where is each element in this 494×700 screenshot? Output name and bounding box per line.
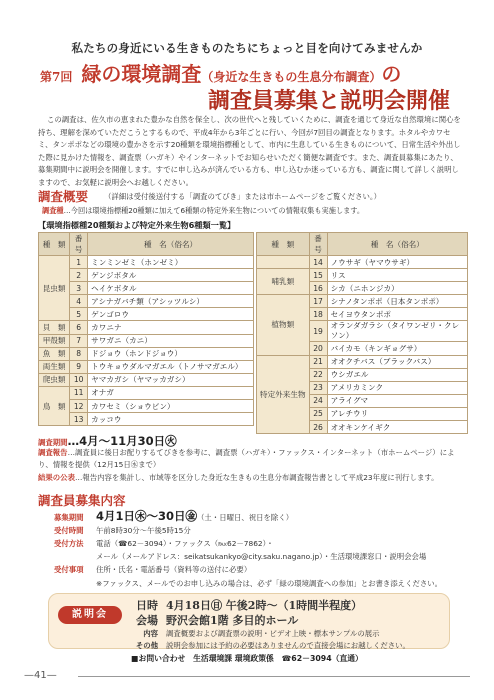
species-name: ヤマカガシ（ヤマッカガシ） xyxy=(88,373,254,386)
seminar-datetime-text: 4月18日㊐ 午後2時～（1時間半程度） xyxy=(166,599,363,612)
col-header-name: 種 名（俗名） xyxy=(88,233,254,256)
species-name: リス xyxy=(327,269,467,282)
recruit-items-label: 受付事項 xyxy=(54,565,84,574)
species-number: 18 xyxy=(309,308,327,321)
seminar-content-text: 調査概要および調査票の説明・ビデオ上映・標本サンプルの展示 xyxy=(166,629,380,638)
species-name: ウシガエル xyxy=(327,368,467,381)
species-name: ミンミンゼミ（ホンゼミ） xyxy=(88,256,254,269)
table-row xyxy=(257,269,468,282)
species-name: ドジョウ（ホンドジョウ） xyxy=(88,347,254,360)
species-number: 22 xyxy=(309,368,327,381)
title-subtitle: （身近な生きもの生息分布調査） xyxy=(201,70,382,84)
results-announcement xyxy=(38,472,439,483)
table-row xyxy=(257,256,468,269)
species-name: カッコウ xyxy=(88,413,254,426)
recruit-heading: 調査員募集内容 xyxy=(38,493,126,508)
recruit-method-cont xyxy=(54,551,426,562)
species-number: 9 xyxy=(70,360,88,373)
table-row xyxy=(39,334,254,347)
species-table-right xyxy=(256,232,468,434)
species-name: セイヨウタンポポ xyxy=(327,308,467,321)
recruit-hours-text: 午前8時30分～午後5時15分 xyxy=(96,526,191,535)
species-number: 1 xyxy=(70,256,88,269)
species-number: 24 xyxy=(309,394,327,407)
species-name: オオクチバス（ブラックバス） xyxy=(327,355,467,368)
survey-period-value: …4月～11月30日㊋ xyxy=(67,434,177,448)
species-name: アメリカミンク xyxy=(327,381,467,394)
species-category: 植物類 xyxy=(257,295,310,355)
species-name: オランダガラシ（タイワンゼリ・クレソン） xyxy=(327,321,467,342)
species-category: 爬虫類 xyxy=(39,373,70,386)
seminar-other-label: その他 xyxy=(135,641,158,650)
table-row xyxy=(39,321,254,334)
overview-note: （詳細は受付後送付する「調査のてびき」または市ホームページをご覧ください。） xyxy=(104,192,381,201)
species-number: 12 xyxy=(70,400,88,413)
col-header-category: 種 類 xyxy=(39,233,70,256)
species-number: 10 xyxy=(70,373,88,386)
species-name: シナノタンポポ（日本タンポポ） xyxy=(327,295,467,308)
species-number: 5 xyxy=(70,308,88,321)
species-number: 21 xyxy=(309,355,327,368)
table-row xyxy=(39,413,254,426)
species-category: 特定外来生物 xyxy=(257,355,310,434)
col-header-number: 番号 xyxy=(309,233,327,256)
recruit-method xyxy=(54,538,274,549)
species-category: 昆虫類 xyxy=(39,256,70,321)
species-name: オオキンケイギク xyxy=(327,421,467,434)
species-number: 17 xyxy=(309,295,327,308)
species-number: 13 xyxy=(70,413,88,426)
contact-info: ■お問い合わせ 生活環境課 環境政策係 ☎62－3094（直通） xyxy=(131,654,363,663)
table-row xyxy=(39,360,254,373)
species-name: トウキョウダルマガエル（トノサマガエル） xyxy=(88,360,254,373)
table-row xyxy=(39,308,254,321)
species-name: ノウサギ（ヤマウサギ） xyxy=(327,256,467,269)
recruit-note xyxy=(54,578,442,589)
species-number: 2 xyxy=(70,269,88,282)
recruit-period-value: 4月1日㊍～30日㊎ xyxy=(96,509,198,523)
table-row xyxy=(39,295,254,308)
species-name: アライグマ xyxy=(327,394,467,407)
species-table-caption: 【環境指標種20種類および特定外来生物6種類一覧】 xyxy=(38,220,236,230)
col-header-category: 種 類 xyxy=(257,233,310,256)
table-row xyxy=(39,282,254,295)
species-category: 鳥 類 xyxy=(39,386,70,425)
recruit-hours-label: 受付時間 xyxy=(54,526,84,535)
seminar-venue xyxy=(128,612,298,628)
recruit-method-label: 受付方法 xyxy=(54,539,84,548)
species-category xyxy=(257,256,310,269)
results-announcement-text: …報告内容を集計し、市域等を区分した身近な生きもの生息分布調査報告書として平成23年度に刊行します。 xyxy=(74,473,439,482)
overview-heading: 調査概要 xyxy=(38,189,89,204)
title-main-1: 緑の環境調査 xyxy=(81,62,202,86)
recruit-period xyxy=(54,508,293,524)
issue-number: 第7回 xyxy=(40,70,73,84)
species-name: アシナガバチ類（アシッツルシ） xyxy=(88,295,254,308)
seminar-other xyxy=(128,640,410,651)
survey-species-text: …今回は環境指標種20種類に加えて6種類の特定外来生物についての情報収集も実施します。 xyxy=(63,206,365,215)
survey-report-text: …調査員に後日お配りするてびきを参考に、調査票（ハガキ）・ファックス・インターネット（市ホームページ）により、情報を提供（12月15日㊌まで） xyxy=(38,448,455,469)
results-announcement-label: 結果の公表 xyxy=(38,473,75,482)
seminar-venue-text: 野沢会館1階 多目的ホール xyxy=(166,614,299,627)
table-row xyxy=(257,295,468,308)
page-number: —41— xyxy=(24,670,57,681)
table-row xyxy=(39,400,254,413)
recruit-period-note: （土・日曜日、祝日を除く） xyxy=(197,513,294,522)
table-row xyxy=(39,256,254,269)
species-number: 23 xyxy=(309,381,327,394)
species-number: 8 xyxy=(70,347,88,360)
survey-species-label: 調査種 xyxy=(42,206,64,215)
footer-divider xyxy=(78,676,470,677)
recruit-method-text: 電話（☎62－3094）・ファックス（℻62－7862）・ xyxy=(96,539,274,548)
species-name: シカ（ニホンジカ） xyxy=(327,282,467,295)
recruit-method-cont-text: メール（メールアドレス：seikatsukankyo@city.saku.nagano.jp）・生活環境課窓口・説明会会場 xyxy=(96,552,427,561)
species-name: カワセミ（ショウビン） xyxy=(88,400,254,413)
title-line-2: 調査員募集と説明会開催 xyxy=(207,88,450,114)
table-row xyxy=(39,347,254,360)
table-row xyxy=(39,386,254,399)
col-header-number: 番号 xyxy=(70,233,88,256)
species-number: 16 xyxy=(309,282,327,295)
seminar-content xyxy=(128,628,380,639)
table-row xyxy=(39,269,254,282)
title-main-2: の xyxy=(381,62,402,86)
species-number: 26 xyxy=(309,421,327,434)
species-table-left xyxy=(38,232,254,426)
species-category: 両生類 xyxy=(39,360,70,373)
col-header-name: 種 名（俗名） xyxy=(327,233,467,256)
species-name: バイカモ（キンギョグサ） xyxy=(327,342,467,355)
survey-species xyxy=(42,206,364,216)
title-line-1 xyxy=(40,58,401,87)
species-number: 3 xyxy=(70,282,88,295)
species-name: カワニナ xyxy=(88,321,254,334)
species-number: 6 xyxy=(70,321,88,334)
seminar-datetime xyxy=(128,597,362,613)
species-category: 甲殻類 xyxy=(39,334,70,347)
seminar-datetime-label: 日時 xyxy=(136,599,158,612)
seminar-content-label: 内容 xyxy=(143,629,158,638)
survey-report xyxy=(38,447,466,471)
species-number: 20 xyxy=(309,342,327,355)
table-row xyxy=(257,355,468,368)
species-name: オナガ xyxy=(88,386,254,399)
recruit-note-text: ※ファックス、メールでのお申し込みの場合は、必ず「緑の環境調査への参加」とお書き添えください。 xyxy=(96,579,443,588)
survey-report-label: 調査報告 xyxy=(38,448,68,457)
species-number: 14 xyxy=(309,256,327,269)
seminar-other-text: 説明会参加には予約の必要はありませんので直接会場にお越しください。 xyxy=(166,641,410,650)
species-number: 4 xyxy=(70,295,88,308)
species-category: 貝 類 xyxy=(39,321,70,334)
species-number: 11 xyxy=(70,386,88,399)
recruit-hours xyxy=(54,525,191,536)
species-number: 25 xyxy=(309,407,327,420)
recruit-items-text: 住所・氏名・電話番号（資料等の送付に必要） xyxy=(96,565,252,574)
species-category: 哺乳類 xyxy=(257,269,310,295)
species-category: 魚 類 xyxy=(39,347,70,360)
species-number: 19 xyxy=(309,321,327,342)
seminar-venue-label: 会場 xyxy=(136,614,158,627)
intro-paragraph: この調査は、佐久市の恵まれた豊かな自然を保全し、次の世代へと残していくために、調査を通じて身近な自然環境に関心を持ち、理解を深めていただこうとするもので、平成4年から3年ごとに行い、今回が7回目の調査となります。ホタルやカワセミ、タンポポなどの環境の豊かさを示す20種類を環境指標種として、市内に生息している生きものについて、日常生活や外出した際に見かけた情報を、調査票（ハガキ）やインターネットでお知らせいただく簡便な調査です。また、調査員募集にあたり、募集期間中に説明会を開催します。すでに申し込みが済んでいる方も、申し込むか迷っている方も、調査に関して詳しく説明しますので、お気軽に説明会へお越しください。 xyxy=(38,115,461,187)
species-number: 7 xyxy=(70,334,88,347)
species-name: アレチウリ xyxy=(327,407,467,420)
table-row xyxy=(39,373,254,386)
lead-text: 私たちの身近にいる生きものたちにちょっと目を向けてみませんか xyxy=(71,41,423,55)
species-name: サワガニ（カニ） xyxy=(88,334,254,347)
species-number: 15 xyxy=(309,269,327,282)
recruit-items xyxy=(54,564,251,575)
recruit-period-label: 募集期間 xyxy=(54,513,84,522)
seminar-label: 説明会 xyxy=(58,606,122,624)
species-name: ゲンジボタル xyxy=(88,269,254,282)
species-name: ヘイケボタル xyxy=(88,282,254,295)
survey-period-label: 調査期間 xyxy=(38,438,68,447)
species-name: ゲンゴロウ xyxy=(88,308,254,321)
